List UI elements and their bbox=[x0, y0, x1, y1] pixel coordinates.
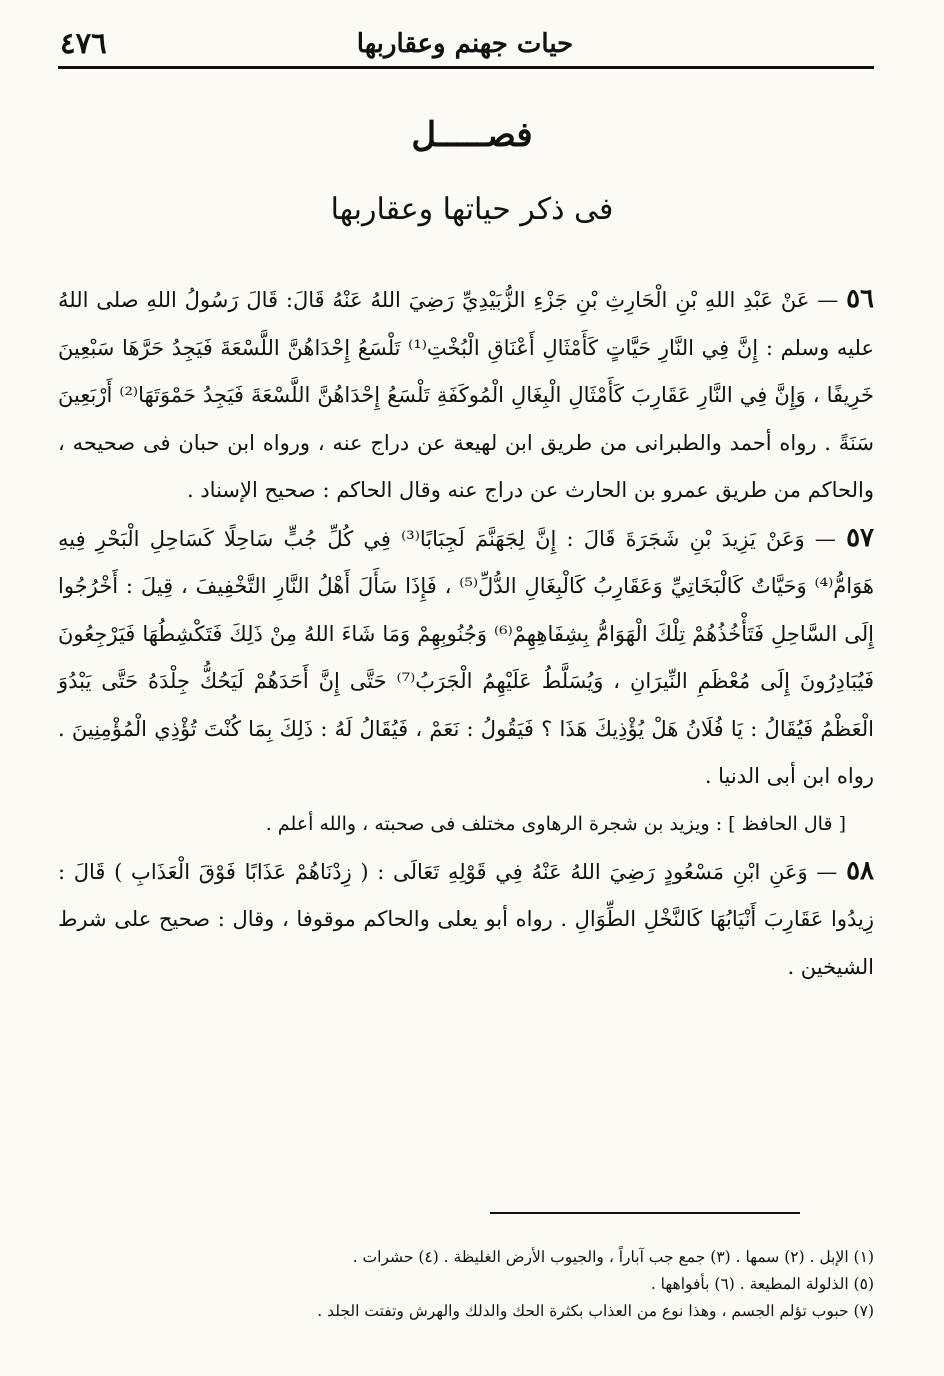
hadith-56 bbox=[58, 276, 874, 515]
hadith-58 bbox=[58, 848, 874, 992]
hadith-57 bbox=[58, 515, 874, 801]
hadith-number: ٥٨ bbox=[846, 855, 874, 886]
footnotes bbox=[58, 1244, 874, 1325]
hadith-text: — وَعَنْ يَزِيدَ بْنِ شَجَرَةَ قَالَ : إِنَّ لِجَهَنَّمَ لَجِبَابًا⁽³⁾ فِي كُلِّ جُبٍّ سَاحِلًا كَسَاحِلِ الْبَحْرِ فِيهِ هَوَامُّ⁽⁴⁾ وَحَيَّاتٌ كَالْبَخَاتِيِّ وَعَقَارِبُ كَالْبِغَالِ الدُّلِّ⁽⁵⁾ ، فَإِذَا سَأَلَ أَهْلُ النَّارِ التَّخْفِيفَ ، قِيلَ : أَخْرُجُوا إِلَى السَّاحِلِ فَتَأْخُذُهُمْ تِلْكَ الْهَوَامُّ بِشِفَاهِهِمْ⁽⁶⁾ وَجُنُوبِهِمْ وَمَا شَاءَ اللهُ مِنْ ذَلِكَ فَتَكْشِطُهَا فَيَرْجِعُونَ فَيُبَادِرُونَ إِلَى مُعْظَمِ النِّيرَانِ ، وَيُسَلَّطُ عَلَيْهِمُ الْجَرَبُ⁽⁷⁾ حَتَّى إِنَّ أَحَدَهُمْ لَيَحُكُّ جِلْدَهُ حَتَّى يَبْدُوَ الْعَظْمُ فَيُقَالُ : يَا فُلَانُ هَلْ يُؤْذِيكَ هَذَا ؟ فَيَقُولُ : نَعَمْ ، فَيُقَالُ لَهُ : ذَلِكَ بِمَا كُنْتَ تُؤْذِي الْمُؤْمِنِينَ . رواه ابن أبى الدنيا . bbox=[58, 526, 875, 788]
header-rule bbox=[58, 66, 874, 69]
section-heading: فصـــــل bbox=[411, 115, 533, 155]
footnote-divider bbox=[490, 1212, 800, 1214]
footnote-line: (١) الإبل . (٢) سمها . (٣) جمع جب آباراً ، والجيوب الأرض الغليظة . (٤) حشرات . bbox=[352, 1248, 874, 1266]
body-text bbox=[58, 276, 874, 991]
hadith-text: — عَنْ عَبْدِ اللهِ بْنِ الْحَارِثِ بْنِ جَزْءِ الزُّبَيْدِيِّ رَضِيَ اللهُ عَنْهُ قَالَ: قَالَ رَسُولُ اللهِ صلى اللهُ عليه وسلم : إِنَّ فِي النَّارِ حَيَّاتٍ كَأَمْثَالِ أَعْنَاقِ الْبُخْتِ⁽¹⁾ تَلْسَعُ إِحْدَاهُنَّ اللَّسْعَةَ فَيَجِدُ حَرَّهَا سَبْعِينَ خَرِيفًا ، وَإِنَّ فِي النَّارِ عَقَارِبَ كَأَمْثَالِ الْبِغَالِ الْمُوكَفَةِ تَلْسَعُ إِحْدَاهُنَّ اللَّسْعَةَ فَيَجِدُ حَمْوَتَهَا⁽²⁾ أَرْبَعِينَ سَنَةً . رواه أحمد والطبرانى من طريق ابن لهيعة عن دراج عنه ، ورواه ابن حبان فى صحيحه ، والحاكم من طريق عمرو بن الحارث عن دراج عنه وقال الحاكم : صحيح الإسناد . bbox=[58, 288, 875, 502]
page-header bbox=[60, 26, 870, 70]
section-subtitle: فى ذكر حياتها وعقاربها bbox=[330, 192, 614, 227]
hadith-text: — وَعَنِ ابْنِ مَسْعُودٍ رَضِيَ اللهُ عَنْهُ فِي قَوْلِهِ تَعَالَى : ( زِدْنَاهُمْ عَذَابًا فَوْقَ الْعَذَابِ ) قَالَ : زِيدُوا عَقَارِبَ أَنْيَابُهَا كَالنَّخْلِ الطِّوَالِ . رواه أبو يعلى والحاكم موقوفا ، وقال : صحيح على شرط الشيخين . bbox=[58, 859, 874, 979]
hafiz-note: [ قال الحافظ ] : ويزيد بن شجرة الرهاوى مختلف فى صحبته ، والله أعلم . bbox=[265, 812, 846, 835]
page-number: ٤٧٦ bbox=[60, 26, 107, 60]
footnote-line: (٥) الذلولة المطيعة . (٦) بأفواهها . bbox=[650, 1275, 874, 1293]
hadith-number: ٥٦ bbox=[846, 284, 874, 314]
hadith-number: ٥٧ bbox=[846, 522, 874, 553]
footnote-line: (٧) حبوب تؤلم الجسم ، وهذا نوع من العذاب بكثرة الحك والدلك والهرش وتفتت الجلد . bbox=[317, 1302, 874, 1320]
running-title: حيات جهنم وعقاربها bbox=[356, 29, 574, 59]
